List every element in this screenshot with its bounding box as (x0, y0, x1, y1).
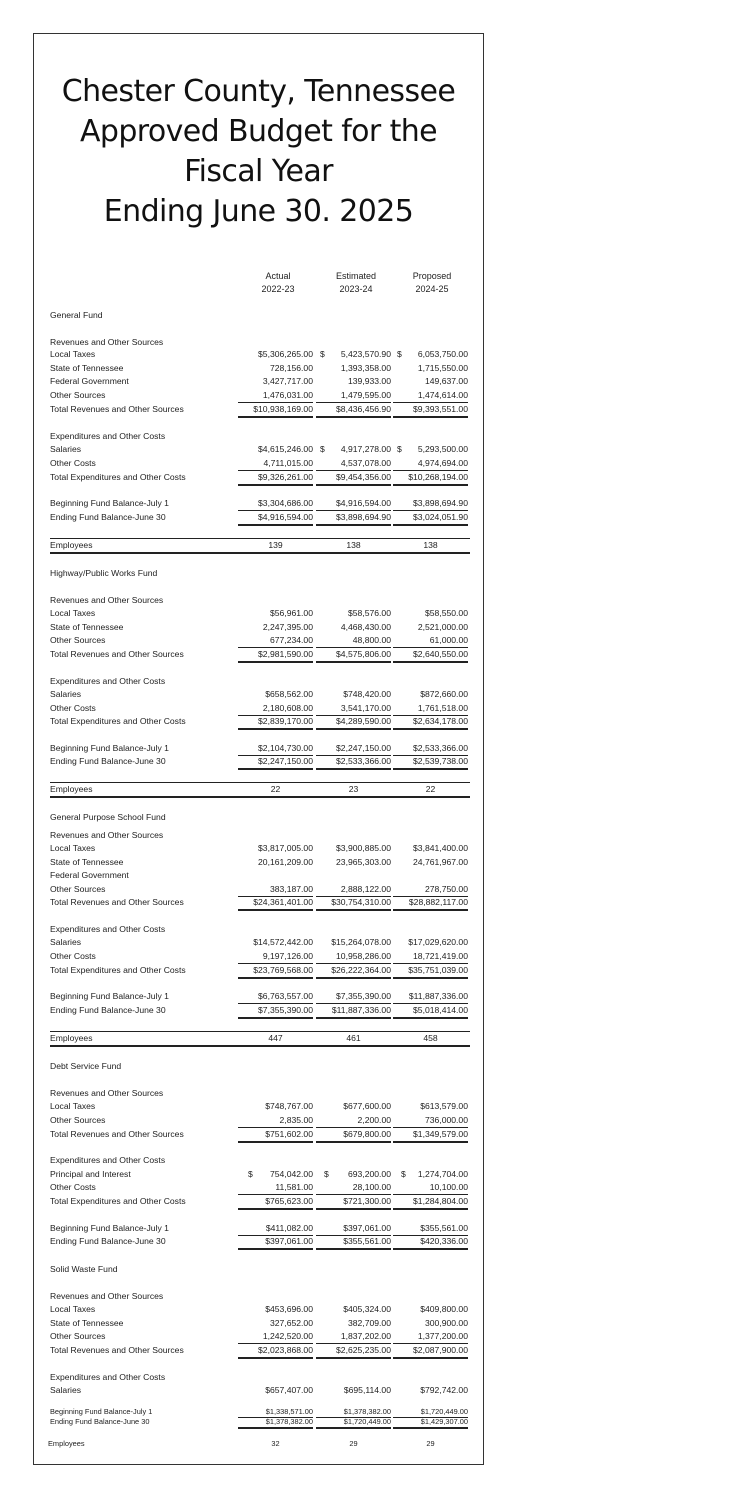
column-header-proposed (392, 270, 472, 296)
table-row (50, 883, 470, 896)
cell-proposed: $3,024,051.90 (393, 511, 468, 526)
cell-estimated: $4,575,806.00 (316, 648, 391, 663)
cell-proposed: 1,761,518.00 (393, 702, 468, 716)
cell-proposed: 1,274,704.00 (417, 1169, 468, 1179)
cell-proposed: 5,293,500.00 (417, 444, 468, 454)
cell-estimated: $7,355,390.00 (316, 990, 391, 1004)
cell-actual: 1,242,520.00 (238, 1330, 313, 1344)
cell-proposed: 4,974,694.00 (393, 457, 468, 471)
row-label: Beginning Fund Balance-July 1 (50, 743, 169, 753)
cell-estimated: 461 (346, 1033, 361, 1043)
cell-actual: $2,104,730.00 (238, 742, 313, 756)
cell-actual: 2,180,608.00 (238, 702, 313, 716)
table-row (50, 1235, 470, 1248)
cell-proposed: $792,742.00 (420, 1385, 468, 1395)
table-row (50, 1222, 470, 1235)
table-row (50, 1303, 470, 1316)
table-row (50, 936, 470, 949)
cell-actual: $2,981,590.00 (238, 648, 313, 663)
cell-actual: $23,769,568.00 (238, 964, 313, 979)
row-label: Total Expenditures and Other Costs (50, 965, 186, 975)
cell-proposed: 458 (423, 1033, 438, 1043)
table-row (50, 362, 470, 375)
table-row (50, 621, 470, 634)
cell-proposed: 2,521,000.00 (417, 622, 468, 632)
row-label: Other Costs (50, 951, 96, 961)
cell-estimated: $397,061.00 (316, 1222, 391, 1236)
cell-estimated: $2,533,366.00 (316, 755, 391, 770)
column-year: 2024-25 (415, 284, 449, 294)
row-label: Employees (50, 784, 93, 794)
row-label: Ending Fund Balance-June 30 (50, 1417, 150, 1426)
table-row (50, 1317, 470, 1330)
cell-actual: $5,306,265.00 (258, 349, 313, 359)
cell-actual: 32 (271, 1439, 280, 1448)
cell-proposed: 278,750.00 (393, 883, 468, 897)
cell-proposed: $35,751,039.00 (393, 964, 468, 979)
cell-actual: $751,602.00 (238, 1128, 313, 1143)
cell-actual: 22 (270, 784, 281, 794)
cell-estimated: 693,200.00 (347, 1169, 391, 1179)
total-row (50, 648, 470, 661)
section-header: Revenues and Other Sources (50, 830, 164, 840)
cell-proposed: 24,761,967.00 (413, 857, 468, 867)
section-header: Expenditures and Other Costs (50, 1155, 166, 1165)
cell-proposed: $355,561.00 (393, 1222, 468, 1236)
total-row (50, 715, 470, 728)
row-label: Beginning Fund Balance-July 1 (50, 991, 169, 1001)
cell-proposed: $5,018,414.00 (393, 1004, 468, 1019)
column-header-estimated (316, 270, 396, 296)
table-row (50, 1004, 470, 1017)
fund-title-solid-waste: Solid Waste Fund (50, 1264, 118, 1274)
cell-actual: $658,562.00 (265, 689, 313, 699)
row-label: Other Sources (50, 1115, 106, 1125)
row-label: Total Revenues and Other Sources (50, 1129, 184, 1139)
cell-actual: 139 (268, 540, 283, 550)
table-row (50, 348, 470, 361)
cell-actual: 20,161,209.00 (258, 857, 313, 867)
row-label: Beginning Fund Balance-July 1 (50, 1407, 153, 1416)
fund-title-school: General Purpose School Fund (50, 812, 166, 822)
cell-estimated: $2,625,235.00 (316, 1344, 391, 1359)
cell-actual: $2,023,868.00 (238, 1344, 313, 1359)
table-row (50, 869, 470, 882)
table-row (50, 1168, 470, 1181)
cell-estimated: $748,420.00 (343, 689, 391, 699)
total-row (50, 1195, 470, 1208)
title-line: Approved Budget for the (79, 114, 438, 149)
cell-actual: 3,427,717.00 (262, 376, 313, 386)
cell-estimated: $721,300.00 (316, 1195, 391, 1210)
cell-actual: 4,711,015.00 (238, 457, 313, 471)
row-label: Total Revenues and Other Sources (50, 649, 184, 659)
total-row (50, 896, 470, 909)
cell-actual: $411,082.00 (238, 1222, 313, 1236)
row-label: Total Revenues and Other Sources (50, 404, 184, 414)
total-row (50, 1344, 470, 1357)
row-label: Other Sources (50, 635, 106, 645)
cell-actual: $4,615,246.00 (258, 444, 313, 454)
cell-estimated: $4,916,594.00 (316, 497, 391, 511)
table-row (50, 688, 470, 701)
row-label: Salaries (50, 937, 82, 947)
cell-estimated: 2,200.00 (316, 1114, 391, 1128)
cell-actual: $2,247,150.00 (238, 755, 313, 770)
title-line: Fiscal Year (184, 154, 333, 189)
cell-estimated: $11,887,336.00 (316, 1004, 391, 1019)
cell-estimated: $3,900,885.00 (336, 843, 391, 853)
row-label: Federal Government (50, 870, 129, 880)
document-title (33, 72, 484, 232)
cell-actual: $10,938,169.00 (238, 403, 313, 418)
cell-proposed: $3,841,400.00 (413, 843, 468, 853)
row-label: Total Revenues and Other Sources (50, 1345, 184, 1355)
cell-proposed: $3,898,694.90 (393, 497, 468, 511)
row-label: State of Tennessee (50, 1318, 124, 1328)
cell-proposed: $409,800.00 (420, 1304, 468, 1314)
cell-estimated: 2,888,122.00 (316, 883, 391, 897)
row-label: State of Tennessee (50, 622, 124, 632)
cell-actual: $397,061.00 (238, 1235, 313, 1250)
dollar-sign: $ (397, 349, 402, 359)
table-row (50, 856, 470, 869)
total-row (50, 964, 470, 977)
table-row (50, 634, 470, 647)
cell-actual: 9,197,126.00 (238, 950, 313, 964)
row-label: Total Expenditures and Other Costs (50, 716, 186, 726)
row-label: Other Sources (50, 1331, 106, 1341)
table-row (50, 755, 470, 768)
cell-proposed: $420,336.00 (393, 1235, 468, 1250)
cell-proposed: 1,377,200.00 (393, 1330, 468, 1344)
cell-actual: $56,961.00 (269, 608, 313, 618)
cell-actual: 677,234.00 (238, 634, 313, 648)
cell-actual: 2,247,395.00 (262, 622, 313, 632)
row-label: Local Taxes (50, 1304, 96, 1314)
cell-estimated: 139,933.00 (347, 376, 391, 386)
row-label: Employees (48, 1439, 85, 1448)
dollar-sign: $ (320, 444, 325, 454)
cell-actual: 383,187.00 (238, 883, 313, 897)
column-name: Estimated (335, 271, 377, 281)
cell-estimated: $30,754,310.00 (316, 896, 391, 911)
row-label: Ending Fund Balance-June 30 (50, 1005, 166, 1015)
table-row (50, 497, 470, 510)
employees-row (50, 538, 470, 554)
row-label: State of Tennessee (50, 363, 124, 373)
table-row (50, 742, 470, 755)
total-row (50, 403, 470, 416)
cell-estimated: 4,917,278.00 (340, 444, 391, 454)
cell-estimated: 23,965,303.00 (336, 857, 391, 867)
cell-actual: 327,652.00 (269, 1318, 313, 1328)
cell-proposed: 10,100.00 (393, 1181, 468, 1195)
cell-actual: $1,338,571.00 (238, 1407, 313, 1418)
cell-proposed: 18,721,419.00 (393, 950, 468, 964)
section-header: Revenues and Other Sources (50, 595, 164, 605)
column-year: 2022-23 (261, 284, 295, 294)
cell-proposed: 1,474,614.00 (393, 389, 468, 403)
row-label: Employees (50, 540, 93, 550)
cell-actual: $765,623.00 (238, 1195, 313, 1210)
cell-actual: $748,767.00 (265, 1101, 313, 1111)
row-label: Other Sources (50, 390, 106, 400)
cell-estimated: $9,454,356.00 (316, 471, 391, 486)
cell-proposed: $10,268,194.00 (393, 471, 468, 486)
table-row (50, 1114, 470, 1127)
row-label: Other Costs (50, 1182, 96, 1192)
section-header: Expenditures and Other Costs (50, 431, 166, 441)
column-header-actual (238, 270, 318, 296)
row-label: Beginning Fund Balance-July 1 (50, 1223, 169, 1233)
table-row (50, 990, 470, 1003)
row-label: Salaries (50, 1385, 82, 1395)
section-header: Expenditures and Other Costs (50, 924, 166, 934)
cell-proposed: 22 (425, 784, 436, 794)
column-year: 2023-24 (339, 284, 373, 294)
dollar-sign: $ (248, 1169, 253, 1179)
cell-actual: $9,326,261.00 (238, 471, 313, 486)
section-header: Revenues and Other Sources (50, 337, 164, 347)
table-row (50, 1100, 470, 1113)
row-label: Local Taxes (50, 1101, 96, 1111)
cell-estimated: 10,958,286.00 (316, 950, 391, 964)
cell-estimated: 28,100.00 (316, 1181, 391, 1195)
table-row (50, 607, 470, 620)
row-label: Ending Fund Balance-June 30 (50, 1236, 166, 1246)
cell-proposed: $1,349,579.00 (393, 1128, 468, 1143)
employees-row (50, 782, 470, 798)
cell-estimated: $26,222,364.00 (316, 964, 391, 979)
row-label: Local Taxes (50, 608, 96, 618)
cell-estimated: $15,264,078.00 (331, 937, 391, 947)
cell-proposed: $58,550.00 (424, 608, 468, 618)
table-row (50, 375, 470, 388)
cell-estimated: $8,436,456.90 (316, 403, 391, 418)
cell-actual: 728,156.00 (269, 363, 313, 373)
cell-proposed: $1,720,449.00 (393, 1407, 468, 1418)
row-label: Other Sources (50, 884, 106, 894)
cell-proposed: 300,900.00 (424, 1318, 468, 1328)
cell-actual: 11,581.00 (238, 1181, 313, 1195)
cell-actual: 754,042.00 (269, 1169, 313, 1179)
fund-title-general: General Fund (50, 310, 103, 320)
fund-title-debt: Debt Service Fund (50, 1061, 122, 1071)
cell-actual: $1,378,382.00 (238, 1417, 313, 1429)
section-header: Revenues and Other Sources (50, 1088, 164, 1098)
cell-proposed: 6,053,750.00 (417, 349, 468, 359)
cell-estimated: 138 (346, 540, 361, 550)
table-row (50, 1407, 470, 1417)
cell-estimated: 48,800.00 (316, 634, 391, 648)
row-label: Federal Government (50, 376, 129, 386)
cell-proposed: $613,579.00 (420, 1101, 468, 1111)
cell-proposed: $2,539,738.00 (393, 755, 468, 770)
cell-estimated: 23 (348, 784, 359, 794)
employees-row (50, 1438, 470, 1449)
cell-estimated: $405,324.00 (343, 1304, 391, 1314)
cell-actual: $3,304,686.00 (238, 497, 313, 511)
cell-estimated: 1,837,202.00 (316, 1330, 391, 1344)
cell-proposed: $872,660.00 (420, 689, 468, 699)
cell-estimated: 4,537,078.00 (316, 457, 391, 471)
row-label: Other Costs (50, 458, 96, 468)
cell-estimated: 29 (349, 1439, 358, 1448)
cell-proposed: $17,029,620.00 (408, 937, 468, 947)
cell-estimated: $1,720,449.00 (316, 1417, 391, 1429)
section-header: Revenues and Other Sources (50, 1291, 164, 1301)
cell-proposed: 29 (426, 1439, 435, 1448)
table-row (50, 1181, 470, 1194)
table-row (50, 511, 470, 524)
table-row (50, 1417, 470, 1427)
cell-estimated: $3,898,694.90 (316, 511, 391, 526)
dollar-sign: $ (401, 1169, 406, 1179)
cell-estimated: 3,541,170.00 (316, 702, 391, 716)
cell-proposed: 149,637.00 (424, 376, 468, 386)
cell-actual: $7,355,390.00 (238, 1004, 313, 1019)
cell-actual: $4,916,594.00 (238, 511, 313, 526)
cell-proposed: $2,087,900.00 (393, 1344, 468, 1359)
row-label: Ending Fund Balance-June 30 (50, 756, 166, 766)
cell-estimated: $1,378,382.00 (316, 1407, 391, 1418)
table-row (50, 702, 470, 715)
row-label: Ending Fund Balance-June 30 (50, 512, 166, 522)
fund-title-highway: Highway/Public Works Fund (50, 568, 158, 578)
cell-actual: $14,572,442.00 (253, 937, 313, 947)
cell-proposed: $11,887,336.00 (393, 990, 468, 1004)
cell-estimated: $355,561.00 (316, 1235, 391, 1250)
cell-proposed: $2,533,366.00 (393, 742, 468, 756)
cell-estimated: 4,468,430.00 (340, 622, 391, 632)
column-name: Actual (265, 271, 291, 281)
row-label: Total Revenues and Other Sources (50, 897, 184, 907)
cell-proposed: 61,000.00 (393, 634, 468, 648)
cell-proposed: 1,715,550.00 (417, 363, 468, 373)
cell-estimated: 5,423,570.90 (340, 349, 391, 359)
row-label: Employees (50, 1033, 93, 1043)
row-label: Salaries (50, 444, 82, 454)
cell-estimated: 1,393,358.00 (340, 363, 391, 373)
cell-actual: $24,361,401.00 (238, 896, 313, 911)
cell-proposed: $2,634,178.00 (393, 715, 468, 730)
table-row (50, 950, 470, 963)
cell-actual: 2,835.00 (238, 1114, 313, 1128)
cell-estimated: $4,289,590.00 (316, 715, 391, 730)
cell-actual: $657,407.00 (265, 1385, 313, 1395)
cell-proposed: $1,284,804.00 (393, 1195, 468, 1210)
total-row (50, 1128, 470, 1141)
dollar-sign: $ (320, 349, 325, 359)
cell-estimated: 1,479,595.00 (316, 389, 391, 403)
row-label: Total Expenditures and Other Costs (50, 472, 186, 482)
row-label: Principal and Interest (50, 1169, 131, 1179)
cell-estimated: 382,709.00 (347, 1318, 391, 1328)
total-row (50, 471, 470, 484)
cell-estimated: $58,576.00 (347, 608, 391, 618)
row-label: Total Expenditures and Other Costs (50, 1196, 186, 1206)
cell-estimated: $677,600.00 (343, 1101, 391, 1111)
row-label: Local Taxes (50, 349, 96, 359)
cell-actual: 447 (268, 1033, 283, 1043)
cell-proposed: $1,429,307.00 (393, 1417, 468, 1429)
cell-estimated: $2,247,150.00 (316, 742, 391, 756)
section-header: Expenditures and Other Costs (50, 1372, 166, 1382)
cell-actual: $3,817,005.00 (258, 843, 313, 853)
cell-proposed: $9,393,551.00 (393, 403, 468, 418)
cell-proposed: $2,640,550.00 (393, 648, 468, 663)
title-line: Chester County, Tennessee (61, 74, 456, 109)
cell-actual: $453,696.00 (265, 1304, 313, 1314)
cell-actual: 1,476,031.00 (238, 389, 313, 403)
row-label: Local Taxes (50, 843, 96, 853)
column-name: Proposed (412, 271, 452, 281)
row-label: Beginning Fund Balance-July 1 (50, 498, 169, 508)
table-row (50, 389, 470, 402)
row-label: Salaries (50, 689, 82, 699)
section-header: Expenditures and Other Costs (50, 676, 166, 686)
cell-proposed: $28,882,117.00 (393, 896, 468, 911)
table-row (50, 1384, 470, 1397)
employees-row (50, 1031, 470, 1047)
cell-actual: $2,839,170.00 (238, 715, 313, 730)
table-row (50, 1330, 470, 1343)
table-row (50, 842, 470, 855)
dollar-sign: $ (324, 1169, 329, 1179)
dollar-sign: $ (397, 444, 402, 454)
cell-proposed: 736,000.00 (393, 1114, 468, 1128)
table-row (50, 443, 470, 456)
row-label: Other Costs (50, 703, 96, 713)
title-line: Ending June 30. 2025 (103, 194, 414, 229)
table-row (50, 457, 470, 470)
cell-estimated: $695,114.00 (343, 1385, 391, 1395)
row-label: State of Tennessee (50, 857, 124, 867)
cell-proposed: 138 (423, 540, 438, 550)
cell-estimated: $679,800.00 (316, 1128, 391, 1143)
cell-actual: $6,763,557.00 (238, 990, 313, 1004)
